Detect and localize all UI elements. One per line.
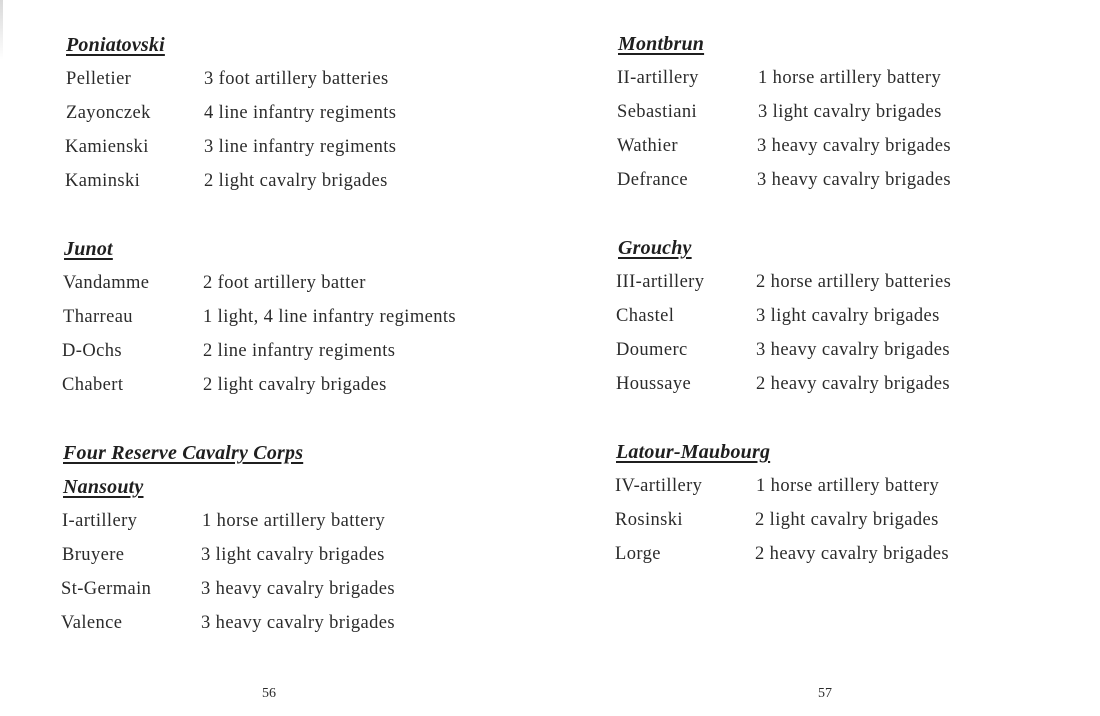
- unit-description: 3 light cavalry brigades: [758, 102, 942, 122]
- unit-description: 3 heavy cavalry brigades: [757, 170, 952, 190]
- unit-description: 2 light cavalry brigades: [755, 510, 939, 530]
- commander-name: IV-artillery: [615, 476, 703, 496]
- section-title-montbrun: Montbrun: [618, 33, 705, 55]
- commander-name: Chabert: [62, 375, 124, 395]
- unit-description: 3 heavy cavalry brigades: [201, 613, 396, 633]
- commander-name: Houssaye: [616, 374, 692, 394]
- unit-description: 3 heavy cavalry brigades: [201, 579, 396, 599]
- unit-description: 1 horse artillery battery: [756, 476, 940, 496]
- commander-name: II-artillery: [617, 68, 699, 88]
- commander-name: Kamienski: [65, 137, 149, 157]
- unit-description: 3 light cavalry brigades: [201, 545, 385, 565]
- unit-description: 2 horse artillery batteries: [756, 272, 952, 292]
- commander-name: Defrance: [617, 170, 688, 190]
- commander-name: Chastel: [616, 306, 675, 326]
- section-title-poniatovski: Poniatovski: [66, 34, 165, 56]
- unit-description: 2 heavy cavalry brigades: [755, 544, 950, 564]
- commander-name: I-artillery: [62, 511, 138, 531]
- section-title-four-reserve-cavalry-corps: Four Reserve Cavalry Corps: [63, 442, 304, 464]
- unit-description: 1 light, 4 line infantry regiments: [203, 307, 457, 327]
- page-number-left: 56: [262, 686, 276, 701]
- unit-description: 3 heavy cavalry brigades: [757, 136, 952, 156]
- section-title-grouchy: Grouchy: [618, 237, 692, 259]
- unit-description: 3 heavy cavalry brigades: [756, 340, 951, 360]
- section-title-latour-maubourg: Latour-Maubourg: [616, 441, 771, 463]
- commander-name: Kaminski: [65, 171, 141, 191]
- commander-name: Doumerc: [616, 340, 688, 360]
- commander-name: III-artillery: [616, 272, 705, 292]
- commander-name: D-Ochs: [62, 341, 122, 361]
- commander-name: Sebastiani: [617, 102, 698, 122]
- commander-name: Valence: [61, 613, 123, 633]
- unit-description: 2 foot artillery batter: [203, 273, 366, 293]
- right-page: [550, 0, 1100, 716]
- commander-name: St-Germain: [61, 579, 152, 599]
- commander-name: Vandamme: [63, 273, 150, 293]
- unit-description: 1 horse artillery battery: [758, 68, 942, 88]
- unit-description: 3 line infantry regiments: [204, 137, 397, 157]
- commander-name: Zayonczek: [66, 103, 151, 123]
- unit-description: 2 light cavalry brigades: [204, 171, 388, 191]
- commander-name: Bruyere: [62, 545, 125, 565]
- unit-description: 2 light cavalry brigades: [203, 375, 387, 395]
- section-title-junot: Junot: [64, 238, 113, 260]
- commander-name: Pelletier: [66, 69, 132, 89]
- commander-name: Rosinski: [615, 510, 683, 530]
- unit-description: 2 line infantry regiments: [203, 341, 396, 361]
- commander-name: Tharreau: [63, 307, 133, 327]
- commander-name: Lorge: [615, 544, 661, 564]
- section-subtitle-nansouty: Nansouty: [63, 476, 144, 498]
- page-number-right: 57: [818, 686, 832, 701]
- unit-description: 2 heavy cavalry brigades: [756, 374, 951, 394]
- unit-description: 1 horse artillery battery: [202, 511, 386, 531]
- unit-description: 3 foot artillery batteries: [204, 69, 389, 89]
- unit-description: 3 light cavalry brigades: [756, 306, 940, 326]
- unit-description: 4 line infantry regiments: [204, 103, 397, 123]
- commander-name: Wathier: [617, 136, 678, 156]
